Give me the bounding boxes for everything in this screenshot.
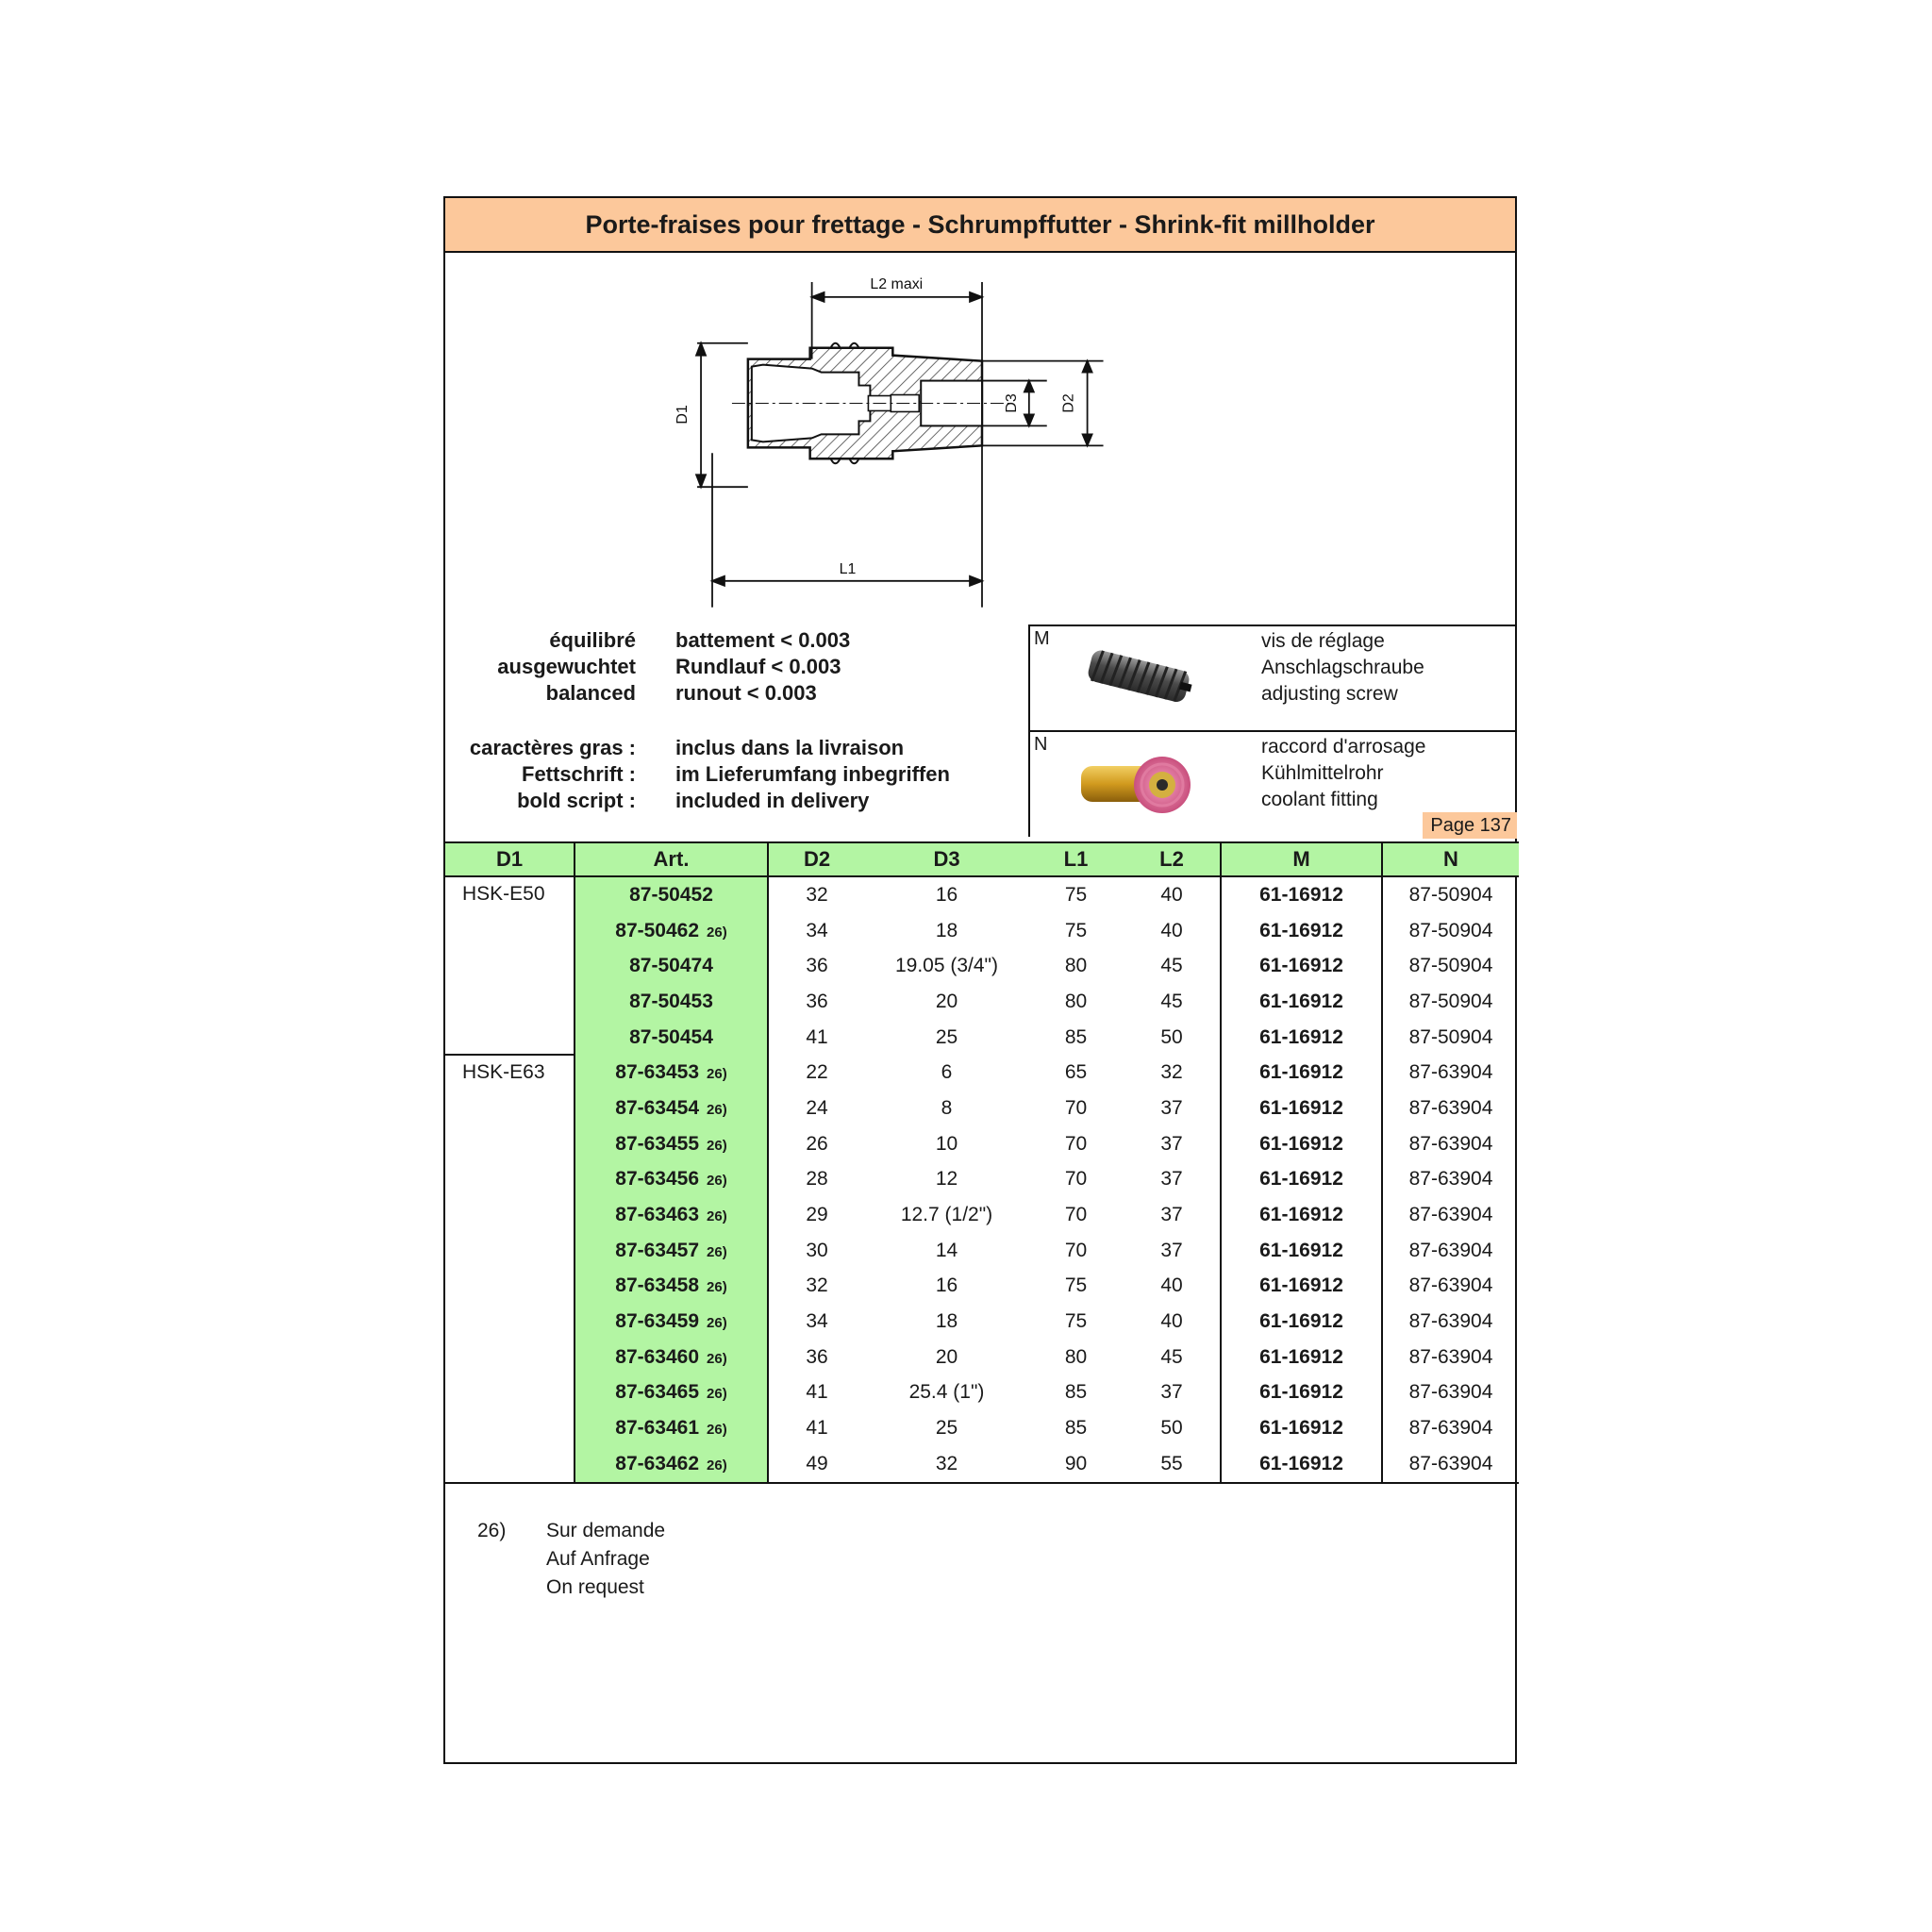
cell-art: [575, 1233, 768, 1269]
cell-d3: 25: [935, 1417, 958, 1440]
balance-label-fr: équilibré: [549, 628, 636, 652]
balance-label-en: balanced: [545, 681, 636, 705]
accessory-name-de: Anschlagschraube: [1261, 657, 1424, 678]
column-header-m: M: [1221, 842, 1382, 876]
cell-d3: 25.4 (1"): [908, 1381, 985, 1404]
cell-l2: 40: [1160, 1310, 1183, 1333]
table-row: [445, 1020, 1519, 1056]
footnote-reference: 26): [707, 1386, 727, 1403]
article-number: 87-63457: [615, 1239, 700, 1261]
cell-n: 87-63904: [1382, 1233, 1519, 1269]
column-header-d1: D1: [445, 842, 575, 876]
cell-n: 87-63904: [1382, 1446, 1519, 1483]
cell-l2: 45: [1160, 990, 1183, 1012]
cell-m: 61-16912: [1221, 1410, 1382, 1446]
cell-l1: 80: [1064, 990, 1088, 1012]
cell-m: 61-16912: [1221, 1233, 1382, 1269]
table-body: [445, 876, 1519, 1483]
cell-l1: 85: [1064, 1417, 1088, 1440]
accessory-name-de: Kühlmittelrohr: [1261, 762, 1384, 784]
table-row: [445, 1162, 1519, 1198]
cell-art: [575, 876, 768, 913]
cell-l2: 37: [1160, 1132, 1183, 1155]
cell-l2: 45: [1160, 955, 1183, 977]
cell-l1: 80: [1064, 1345, 1088, 1368]
article-number: 87-50453: [629, 990, 713, 1012]
delivery-value-fr: inclus dans la livraison: [675, 736, 905, 759]
cell-m: 61-16912: [1221, 1020, 1382, 1056]
cell-d2: 49: [768, 1446, 865, 1483]
article-number: 87-63460: [615, 1345, 700, 1368]
cell-l1: 85: [1064, 1025, 1088, 1048]
cell-m: 61-16912: [1221, 1197, 1382, 1233]
cell-d2: 30: [768, 1233, 865, 1269]
accessory-letter: M: [1034, 628, 1050, 649]
footnote-reference: 26): [707, 1101, 727, 1118]
footnote-reference: 26): [707, 1173, 727, 1190]
runout-value-en: runout < 0.003: [675, 681, 817, 705]
coolant-fitting-icon: [1075, 745, 1192, 823]
cell-n: 87-63904: [1382, 1126, 1519, 1162]
cell-l2: 50: [1160, 1025, 1183, 1048]
cell-d1: HSK-E63: [445, 1055, 575, 1482]
cell-d3: 19.05 (3/4"): [894, 955, 999, 977]
cell-d2: 41: [768, 1375, 865, 1411]
footnote-line-de: Auf Anfrage: [546, 1548, 650, 1570]
cell-m: 61-16912: [1221, 1446, 1382, 1483]
holder-body-section: [732, 343, 1009, 464]
cell-n: 87-50904: [1382, 984, 1519, 1020]
dim-label-d1: D1: [675, 405, 691, 425]
cell-d2: 36: [768, 984, 865, 1020]
column-header-art: Art.: [575, 842, 768, 876]
accessory-name-fr: raccord d'arrosage: [1261, 736, 1426, 758]
cell-m: 61-16912: [1221, 1091, 1382, 1126]
cell-d2: 29: [768, 1197, 865, 1233]
cell-m: 61-16912: [1221, 1055, 1382, 1091]
column-header-d2: D2: [768, 842, 865, 876]
page-title: Porte-fraises pour frettage - Schrumpffutter - Shrink-fit millholder: [445, 198, 1515, 253]
cell-d2: 36: [768, 1340, 865, 1375]
cell-d3: 12.7 (1/2"): [900, 1204, 993, 1226]
table-row: [445, 1091, 1519, 1126]
delivery-value-en: included in delivery: [675, 789, 870, 812]
article-number: 87-50474: [629, 955, 713, 977]
footnote-reference: 26): [707, 1315, 727, 1332]
cell-m: 61-16912: [1221, 876, 1382, 913]
accessory-name-fr: vis de réglage: [1261, 630, 1385, 652]
cell-l1: 70: [1064, 1239, 1088, 1261]
cell-art: [575, 1162, 768, 1198]
cell-n: 87-50904: [1382, 913, 1519, 949]
cell-art: [575, 948, 768, 984]
footnote-reference: 26): [707, 1208, 727, 1225]
footnote-reference: 26): [707, 1422, 727, 1439]
article-number: 87-63455: [615, 1132, 700, 1155]
accessory-name-en: adjusting screw: [1261, 683, 1398, 705]
dim-label-l1: L1: [839, 560, 857, 577]
cell-l2: 50: [1160, 1417, 1183, 1440]
cell-d2: 34: [768, 913, 865, 949]
table-row: [445, 1055, 1519, 1091]
table-row: [445, 1233, 1519, 1269]
cell-d3: 20: [935, 1345, 958, 1368]
footnote-reference: 26): [707, 1243, 727, 1260]
footnote-line-en: On request: [546, 1576, 644, 1598]
cell-l1: 65: [1064, 1061, 1088, 1084]
cell-art: [575, 1126, 768, 1162]
cell-m: 61-16912: [1221, 913, 1382, 949]
cell-l1: 85: [1064, 1381, 1088, 1404]
table-row: [445, 984, 1519, 1020]
cell-l1: 75: [1064, 1274, 1088, 1297]
cell-l1: 75: [1064, 883, 1088, 906]
accessory-letter: N: [1034, 734, 1048, 755]
cell-d2: 32: [768, 1269, 865, 1305]
cell-art: [575, 1410, 768, 1446]
table-row: [445, 1197, 1519, 1233]
cell-l1: 80: [1064, 955, 1088, 977]
cell-d3: 20: [935, 990, 958, 1012]
cell-n: 87-50904: [1382, 1020, 1519, 1056]
footnote-reference: 26): [707, 1137, 727, 1154]
cell-l2: 32: [1160, 1061, 1183, 1084]
table-row: [445, 1340, 1519, 1375]
article-number: 87-63462: [615, 1452, 700, 1474]
column-header-n: N: [1382, 842, 1519, 876]
cell-m: 61-16912: [1221, 1162, 1382, 1198]
bold-label-de: Fettschrift :: [522, 762, 636, 786]
footnote-number: 26): [477, 1520, 507, 1541]
cell-m: 61-16912: [1221, 1304, 1382, 1340]
product-table: [445, 841, 1515, 1484]
cell-l1: 70: [1064, 1168, 1088, 1191]
adjusting-screw-icon: [1079, 643, 1200, 709]
cell-l2: 40: [1160, 919, 1183, 941]
delivery-value-de: im Lieferumfang inbegriffen: [675, 762, 950, 786]
table-header-row: [445, 842, 1519, 876]
cell-d2: 28: [768, 1162, 865, 1198]
table-row: [445, 913, 1519, 949]
cell-l2: 37: [1160, 1239, 1183, 1261]
cell-l2: 37: [1160, 1204, 1183, 1226]
cell-d3: 16: [935, 1274, 958, 1297]
table-row: [445, 876, 1519, 913]
footnote-reference: 26): [707, 1457, 727, 1474]
cell-d2: 22: [768, 1055, 865, 1091]
footnote-reference: 26): [707, 1350, 727, 1367]
article-number: 87-50454: [629, 1025, 713, 1048]
page-reference: Page 137: [1423, 812, 1517, 839]
cell-art: [575, 1020, 768, 1056]
column-header-l1: L1: [1028, 842, 1124, 876]
article-number: 87-63461: [615, 1417, 700, 1440]
cell-n: 87-63904: [1382, 1055, 1519, 1091]
cell-d3: 18: [935, 919, 958, 941]
table-row: [445, 1375, 1519, 1411]
cell-d3: 32: [865, 1446, 1028, 1483]
cell-l2: 37: [1160, 1381, 1183, 1404]
accessory-description: [1261, 734, 1425, 813]
cell-d3: 10: [935, 1132, 958, 1155]
cell-m: 61-16912: [1221, 1340, 1382, 1375]
cell-n: 87-50904: [1382, 876, 1519, 913]
cell-d3: 16: [935, 883, 958, 906]
dim-label-d3: D3: [1003, 393, 1020, 413]
cell-art: [575, 1304, 768, 1340]
cell-m: 61-16912: [1221, 984, 1382, 1020]
cell-art: [575, 1269, 768, 1305]
cell-n: 87-63904: [1382, 1375, 1519, 1411]
footnote-reference: 26): [707, 1066, 727, 1083]
cell-l2: 45: [1160, 1345, 1183, 1368]
cell-n: 87-63904: [1382, 1197, 1519, 1233]
cell-l1: 75: [1064, 919, 1088, 941]
cell-l2: 40: [1160, 883, 1183, 906]
cell-n: 87-63904: [1382, 1091, 1519, 1126]
accessory-description: [1261, 628, 1424, 708]
cell-n: 87-63904: [1382, 1269, 1519, 1305]
cell-d3: 18: [935, 1310, 958, 1333]
footnote-line-fr: Sur demande: [546, 1520, 666, 1541]
cell-d1: HSK-E50: [445, 876, 575, 1055]
accessory-n: [1030, 732, 1517, 839]
cell-n: 87-63904: [1382, 1410, 1519, 1446]
cell-m: 61-16912: [1221, 1375, 1382, 1411]
footnote-reference: 26): [707, 924, 727, 941]
runout-value-de: Rundlauf < 0.003: [675, 655, 841, 678]
cell-n: 87-63904: [1382, 1304, 1519, 1340]
column-header-d3: D3: [865, 842, 1028, 876]
cell-art: [575, 1340, 768, 1375]
article-number: 87-63453: [615, 1061, 700, 1084]
runout-value-fr: battement < 0.003: [675, 628, 851, 652]
table-row: [445, 1304, 1519, 1340]
cell-m: 61-16912: [1221, 948, 1382, 984]
table-row: [445, 948, 1519, 984]
dim-label-d2: D2: [1060, 393, 1077, 413]
product-sheet: [443, 196, 1517, 1764]
cell-d2: 32: [768, 876, 865, 913]
footnote-reference: 26): [707, 1279, 727, 1296]
table-row: [445, 1446, 1519, 1483]
article-number: 87-50462: [615, 919, 700, 941]
cell-l1: 70: [1064, 1132, 1088, 1155]
cell-art: [575, 913, 768, 949]
cell-d2: 41: [768, 1410, 865, 1446]
cell-m: 61-16912: [1221, 1126, 1382, 1162]
article-number: 87-50452: [629, 883, 713, 906]
cell-l2: 37: [1160, 1096, 1183, 1119]
cell-l1: 90: [1028, 1446, 1124, 1483]
article-number: 87-63454: [615, 1096, 700, 1119]
article-number: 87-63459: [615, 1310, 700, 1333]
cell-art: [575, 1091, 768, 1126]
table-row: [445, 1269, 1519, 1305]
cell-l2: 55: [1124, 1446, 1221, 1483]
article-number: 87-63458: [615, 1274, 700, 1297]
accessory-m: [1030, 626, 1517, 732]
balance-label-de: ausgewuchtet: [497, 655, 636, 678]
cell-d2: 34: [768, 1304, 865, 1340]
cell-d2: 41: [768, 1020, 865, 1056]
cell-n: 87-50904: [1382, 948, 1519, 984]
article-number: 87-63465: [615, 1381, 700, 1404]
article-number: 87-63456: [615, 1168, 700, 1191]
dim-label-l2: L2 maxi: [870, 275, 924, 292]
cell-d3: 6: [941, 1061, 953, 1084]
table-row: [445, 1126, 1519, 1162]
bold-label-fr: caractères gras :: [469, 736, 636, 759]
cell-l2: 40: [1160, 1274, 1183, 1297]
cell-art: [575, 984, 768, 1020]
cell-art: [575, 1197, 768, 1233]
cell-d2: 26: [768, 1126, 865, 1162]
footnote-text: [546, 1517, 665, 1602]
column-header-l2: L2: [1124, 842, 1221, 876]
accessories-box: [1028, 625, 1517, 837]
table-row: [445, 1410, 1519, 1446]
bold-label-en: bold script :: [517, 789, 636, 812]
cell-l1: 70: [1064, 1096, 1088, 1119]
article-number: 87-63463: [615, 1204, 700, 1226]
cell-l1: 75: [1064, 1310, 1088, 1333]
cell-m: 61-16912: [1221, 1269, 1382, 1305]
cell-d3: 25: [935, 1025, 958, 1048]
cell-l2: 37: [1160, 1168, 1183, 1191]
cell-d3: 14: [935, 1239, 958, 1261]
cell-d2: 36: [768, 948, 865, 984]
cell-d2: 24: [768, 1091, 865, 1126]
cell-l1: 70: [1064, 1204, 1088, 1226]
cell-n: 87-63904: [1382, 1340, 1519, 1375]
cell-art: [575, 1375, 768, 1411]
cell-art: [575, 1055, 768, 1091]
cell-n: 87-63904: [1382, 1162, 1519, 1198]
cell-d3: 8: [941, 1096, 953, 1119]
cell-d3: 12: [935, 1168, 958, 1191]
cell-art: [575, 1446, 768, 1483]
accessory-name-en: coolant fitting: [1261, 789, 1378, 810]
